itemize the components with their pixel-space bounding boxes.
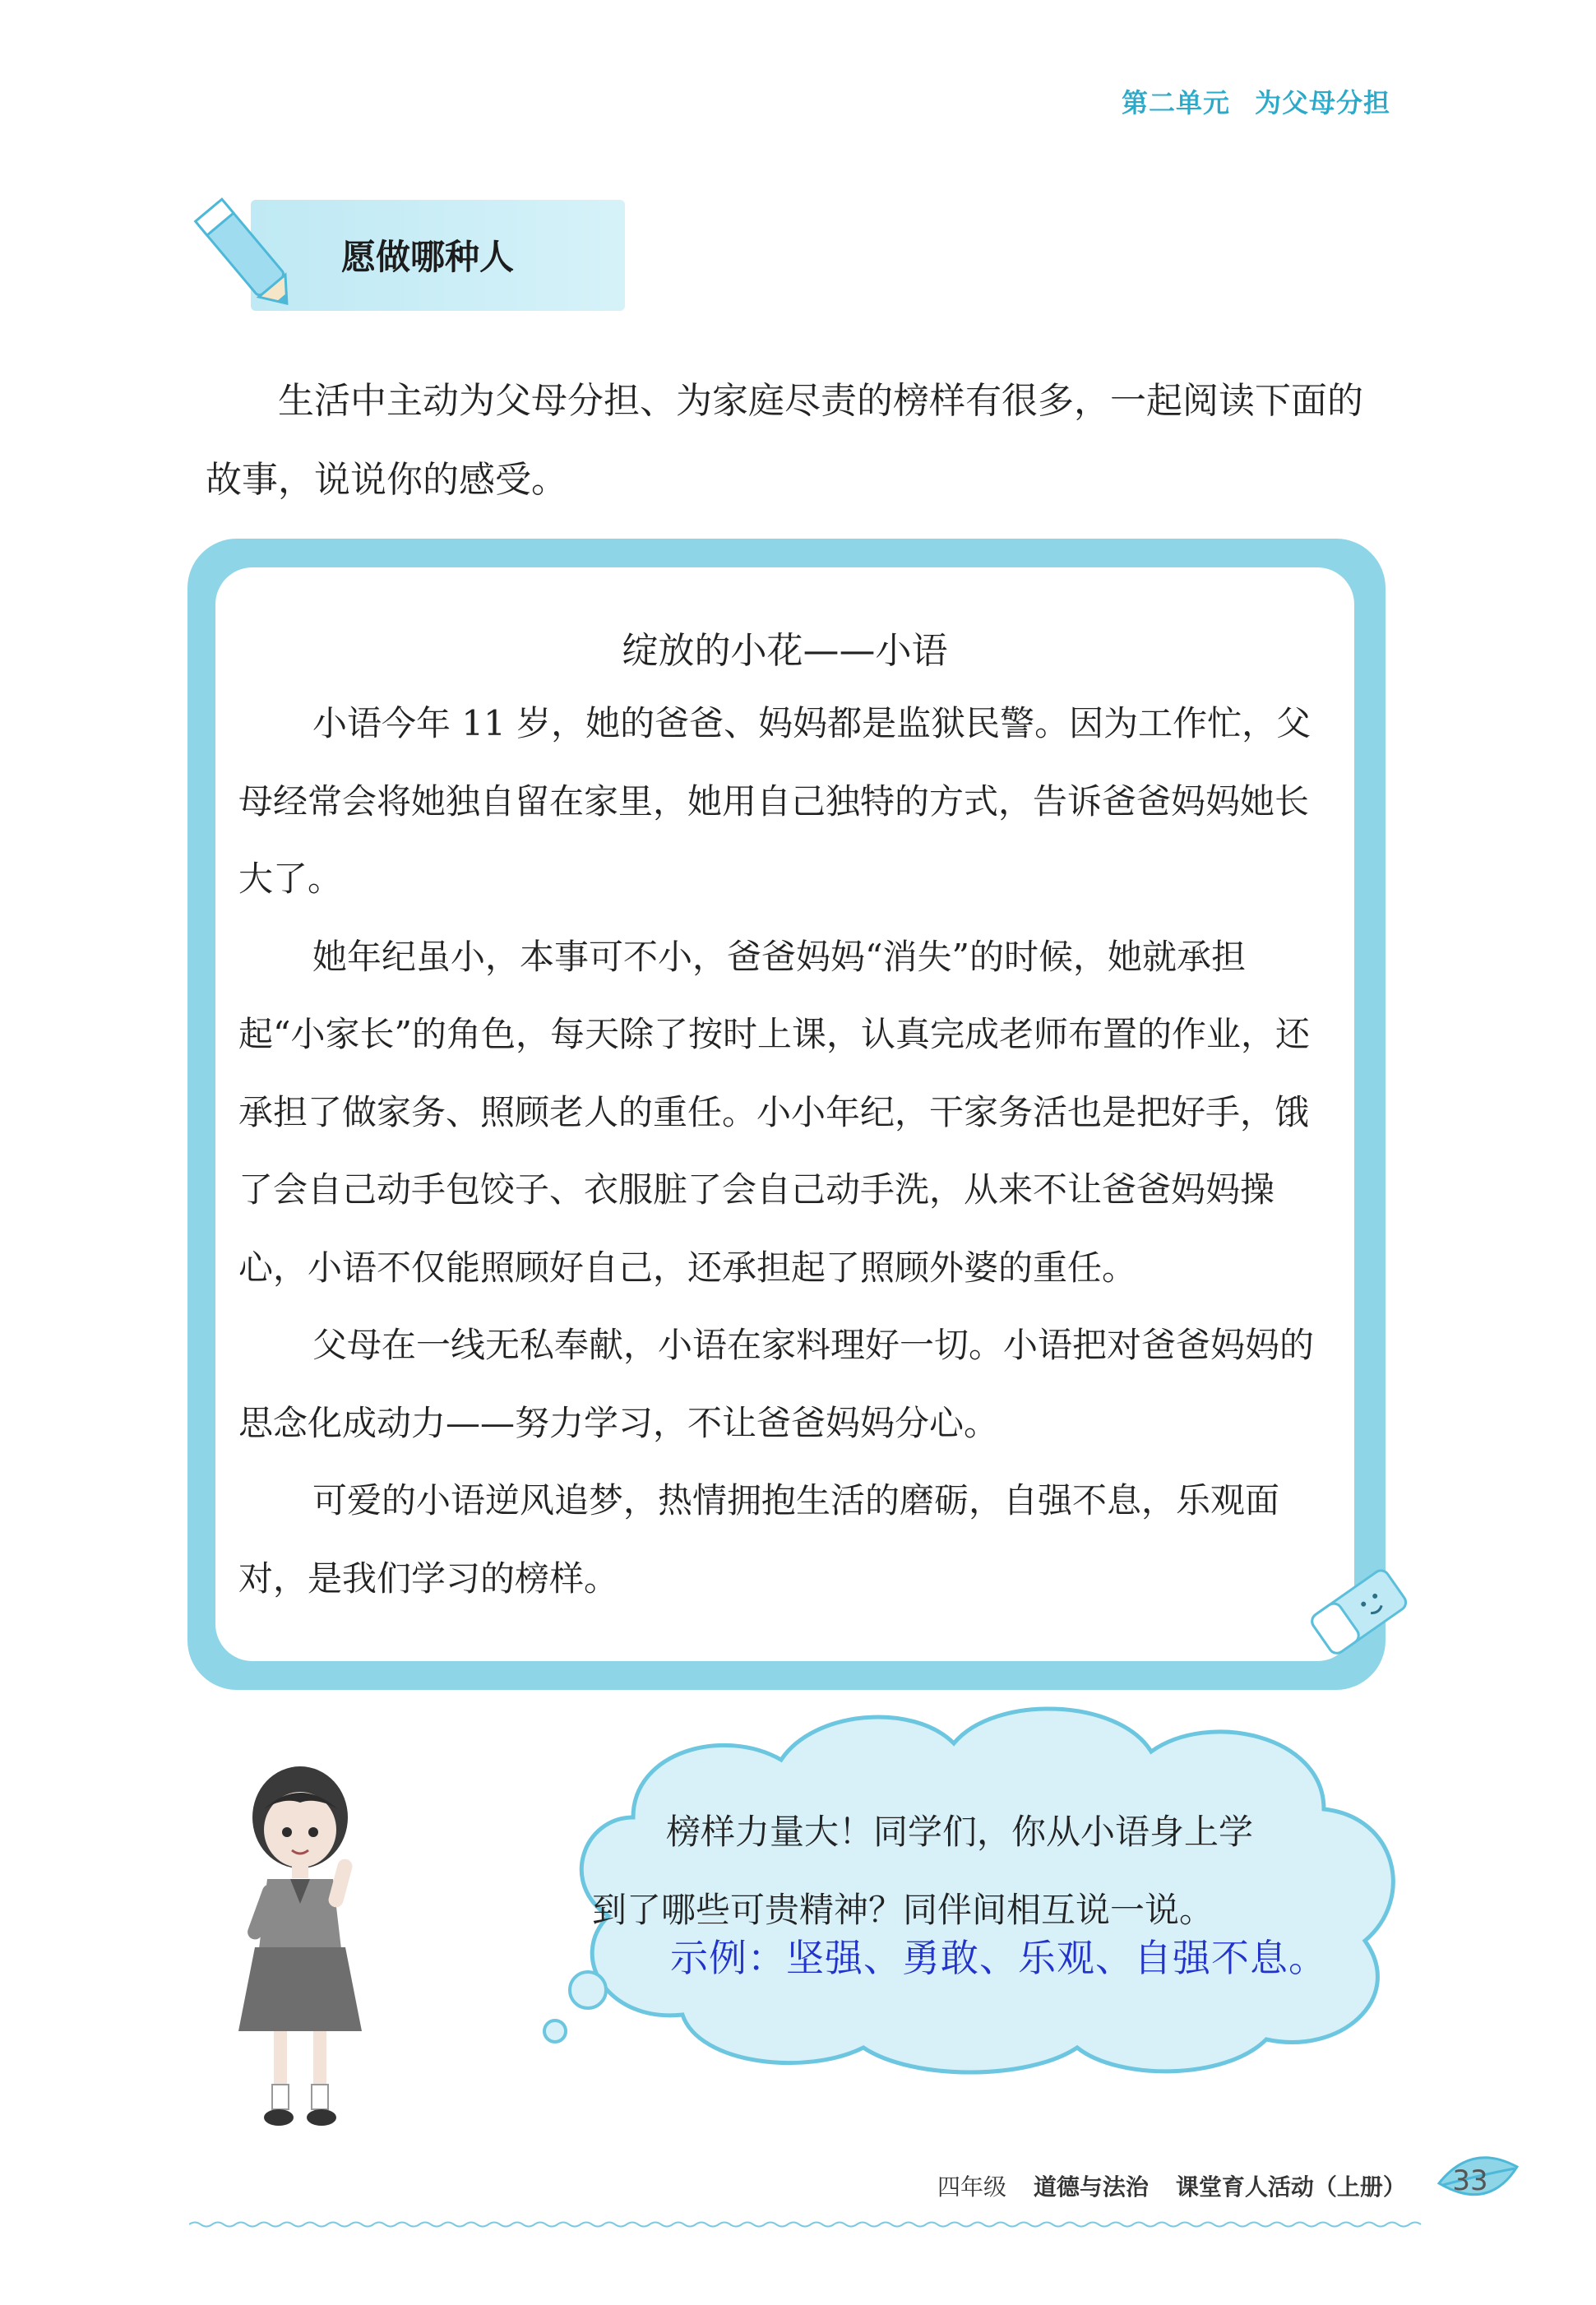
page-header — [1097, 82, 1390, 120]
girl-illustration — [218, 1760, 399, 2138]
story-paragraph: 父母在一线无私奉献，小语在家料理好一切。小语把对爸爸妈妈的思念化成动力——努力学习，不让爸爸妈妈分心。 — [238, 1325, 1315, 1443]
pencil-icon — [187, 189, 303, 321]
footer-subject: 道德与法治 — [1033, 2173, 1149, 2201]
story-body — [238, 685, 1332, 1618]
story-title: 绽放的小花——小语 — [622, 630, 948, 672]
footer-grade: 四年级 — [937, 2173, 1007, 2201]
intro-paragraph: 生活中主动为父母分担、为家庭尽责的榜样有很多，一起阅读下面的故事，说说你的感受。 — [206, 380, 1363, 501]
section-title: 愿做哪种人 — [341, 237, 515, 277]
page-footer — [937, 2169, 1426, 2202]
eraser-icon — [1291, 1562, 1423, 1669]
topic-label: 为父母分担 — [1254, 87, 1390, 118]
unit-label: 第二单元 — [1121, 87, 1230, 118]
story-paragraph: 可爱的小语逆风追梦，热情拥抱生活的磨砺，自强不息，乐观面对，是我们学习的榜样。 — [238, 1480, 1280, 1599]
handwritten-answer: 示例：坚强、勇敢、乐观、自强不息。 — [670, 1936, 1327, 1980]
story-paragraph: 小语今年 11 岁，她的爸爸、妈妈都是监狱民警。因为工作忙，父母经常会将她独自留在家里，她用自己独特的方式，告诉爸爸妈妈她长大了。 — [238, 703, 1311, 899]
speech-text — [576, 1793, 1340, 1949]
story-paragraph: 她年纪虽小，本事可不小，爸爸妈妈“消失”的时候，她就承担起“小家长”的角色，每天除了按时上课，认真完成老师布置的作业，还承担了做家务、照顾老人的重任。小小年纪，干家务活也是把好手，饿了会自己动手包饺子、衣服脏了会自己动手洗，从来不让爸爸妈妈操心，小语不仅能照顾好自己，还承担起了照顾外婆的重任。 — [238, 936, 1310, 1288]
page-number: 33 — [1452, 2164, 1488, 2197]
footer-book: 课堂育人活动（上册） — [1175, 2173, 1406, 2201]
speech-line: 到了哪些可贵精神？同伴间相互说一说。 — [592, 1890, 1214, 1930]
speech-line: 榜样力量大！同学们，你从小语身上学 — [666, 1812, 1254, 1852]
footer-wave-line — [189, 2220, 1423, 2229]
